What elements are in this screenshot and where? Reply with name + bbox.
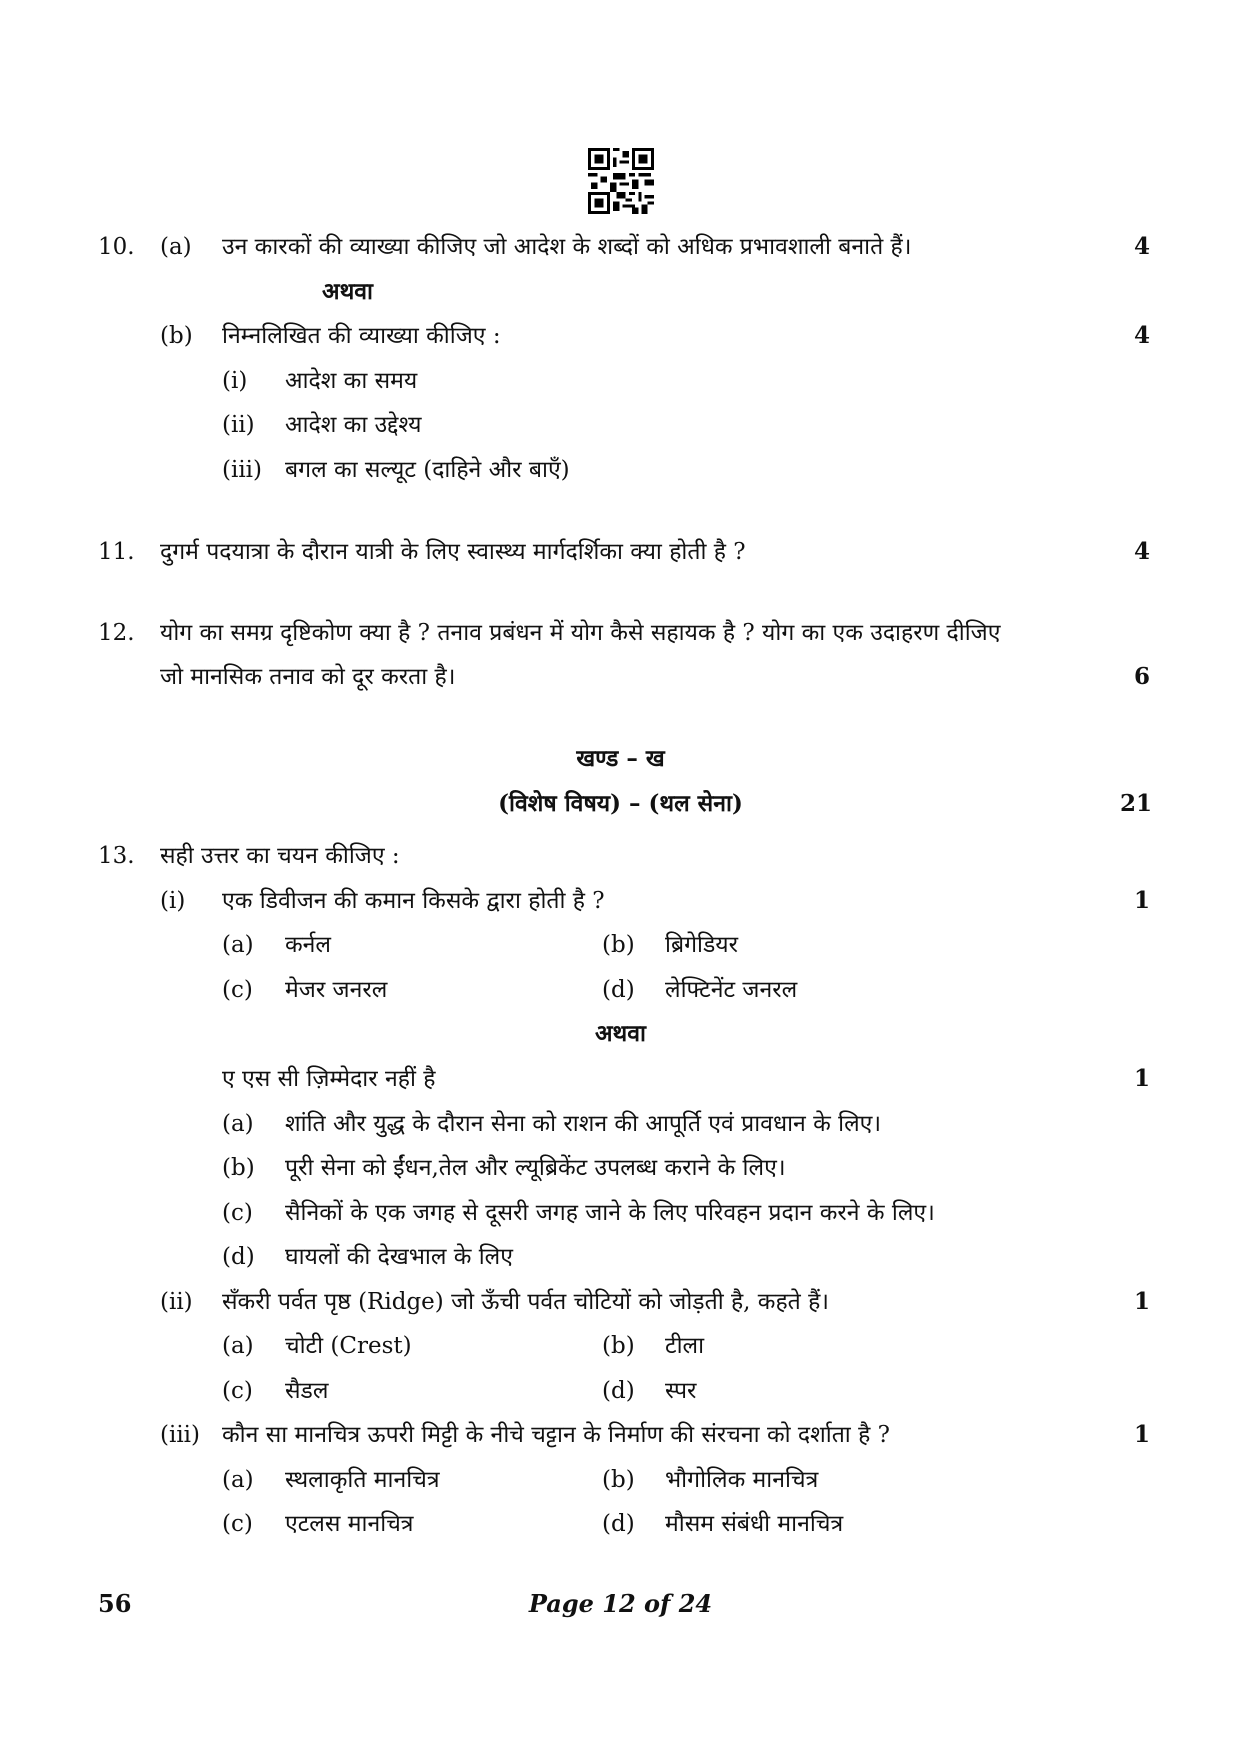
sub-item-label: (iii): [222, 457, 263, 483]
question-text: दुगर्म पदयात्रा के दौरान यात्री के लिए स्वास्थ्य मार्गदर्शिका क्या होती है ?: [160, 539, 746, 565]
sub-question-label: (i): [160, 888, 186, 914]
option-label: (a): [222, 1333, 254, 1359]
question-number: 12.: [98, 620, 135, 646]
option-label: (c): [222, 977, 253, 1003]
option-label: (a): [222, 932, 254, 958]
question-text: निम्नलिखित की व्याख्या कीजिए :: [222, 323, 501, 349]
option-text: टीला: [665, 1333, 705, 1359]
page-number: Page 12 of 24: [528, 1589, 713, 1618]
option-label: (c): [222, 1200, 253, 1226]
sub-item-label: (i): [222, 368, 248, 394]
question-text: उन कारकों की व्याख्या कीजिए जो आदेश के शब्दों को अधिक प्रभावशाली बनाते हैं।: [222, 234, 912, 260]
option-text: स्पर: [665, 1378, 697, 1404]
option-label: (a): [222, 1467, 254, 1493]
marks: 6: [1133, 663, 1150, 690]
option-text: पूरी सेना को ईंधन,तेल और ल्यूब्रिकेंट उपलब्ध कराने के लिए।: [285, 1155, 786, 1181]
or-separator: अथवा: [322, 278, 374, 305]
option-label: (b): [602, 1333, 635, 1359]
option-label: (b): [602, 932, 635, 958]
section-subtitle: (विशेष विषय) – (थल सेना): [498, 790, 743, 817]
option-text: चोटी (Crest): [285, 1333, 412, 1359]
option-label: (c): [222, 1511, 253, 1537]
sub-item-text: बगल का सल्यूट (दाहिने और बाएँ): [285, 457, 570, 483]
option-text: मौसम संबंधी मानचित्र: [665, 1511, 844, 1537]
option-label: (a): [222, 1111, 254, 1137]
option-text: घायलों की देखभाल के लिए: [285, 1244, 513, 1270]
marks: 1: [1133, 887, 1150, 914]
option-text: शांति और युद्ध के दौरान सेना को राशन की आपूर्ति एवं प्रावधान के लिए।: [285, 1111, 882, 1137]
section-title: खण्ड – ख: [576, 745, 665, 772]
question-text: सँकरी पर्वत पृष्ठ (Ridge) जो ऊँची पर्वत चोटियों को जोड़ती है, कहते हैं।: [222, 1289, 830, 1315]
question-number: 10.: [98, 234, 135, 260]
option-text: स्थलाकृति मानचित्र: [285, 1467, 440, 1493]
question-text: जो मानसिक तनाव को दूर करता है।: [160, 664, 456, 690]
option-label: (d): [222, 1244, 255, 1270]
option-text: भौगोलिक मानचित्र: [665, 1467, 819, 1493]
marks: 1: [1133, 1288, 1150, 1315]
option-label: (d): [602, 1511, 635, 1537]
paper-code: 56: [98, 1589, 132, 1618]
option-label: (a): [160, 234, 192, 260]
marks: 1: [1133, 1065, 1150, 1092]
option-text: सैडल: [285, 1378, 329, 1404]
option-label: (b): [602, 1467, 635, 1493]
marks: 4: [1133, 322, 1150, 349]
option-text: मेजर जनरल: [285, 977, 388, 1003]
or-separator: अथवा: [594, 1020, 646, 1047]
option-label: (b): [160, 323, 193, 349]
question-text: कौन सा मानचित्र ऊपरी मिट्टी के नीचे चट्टान के निर्माण की संरचना को दर्शाता है ?: [222, 1422, 890, 1448]
sub-item-label: (ii): [222, 412, 255, 438]
sub-question-label: (ii): [160, 1289, 193, 1315]
question-number: 13.: [98, 843, 135, 869]
option-text: ब्रिगेडियर: [665, 932, 739, 958]
sub-question-label: (iii): [160, 1422, 201, 1448]
sub-item-text: आदेश का समय: [285, 368, 418, 394]
option-label: (b): [222, 1155, 255, 1181]
question-number: 11.: [98, 539, 135, 565]
qr-code-icon: [588, 148, 654, 214]
sub-item-text: आदेश का उद्देश्य: [285, 412, 422, 438]
option-label: (d): [602, 977, 635, 1003]
question-text: योग का समग्र दृष्टिकोण क्या है ? तनाव प्रबंधन में योग कैसे सहायक है ? योग का एक उदाहरण दीजिए: [160, 620, 1001, 646]
option-text: लेफ्टिनेंट जनरल: [665, 977, 798, 1003]
question-text: एक डिवीजन की कमान किसके द्वारा होती है ?: [222, 888, 605, 914]
marks: 1: [1133, 1421, 1150, 1448]
option-label: (c): [222, 1378, 253, 1404]
option-text: कर्नल: [285, 932, 332, 958]
question-text: सही उत्तर का चयन कीजिए :: [160, 843, 400, 869]
option-label: (d): [602, 1378, 635, 1404]
marks: 4: [1133, 233, 1150, 260]
option-text: एटलस मानचित्र: [285, 1511, 414, 1537]
marks: 4: [1133, 538, 1150, 565]
question-text: ए एस सी ज़िम्मेदार नहीं है: [222, 1066, 436, 1092]
marks: 21: [1120, 790, 1153, 817]
option-text: सैनिकों के एक जगह से दूसरी जगह जाने के लिए परिवहन प्रदान करने के लिए।: [285, 1200, 935, 1226]
